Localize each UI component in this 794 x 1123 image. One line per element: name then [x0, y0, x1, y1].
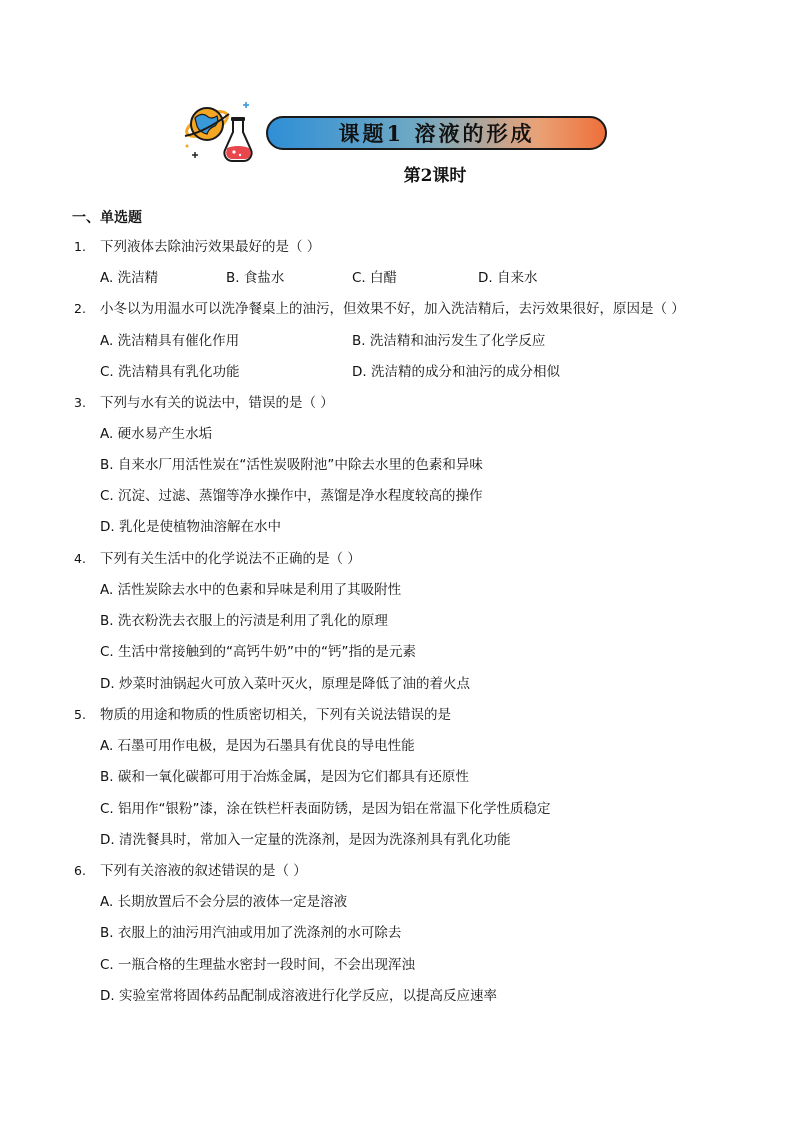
question-stem: 下列与水有关的说法中，错误的是（ ）	[100, 395, 334, 411]
option-d[interactable]: D. 实验室常将固体药品配制成溶液进行化学反应，以提高反应速率	[100, 988, 497, 1004]
page-title: 课题1 溶液的形成	[338, 121, 535, 146]
option-c[interactable]: C. 生活中常接触到的“高钙牛奶”中的“钙”指的是元素	[100, 644, 416, 660]
question-number: 5.	[74, 707, 86, 722]
option-c[interactable]: C. 一瓶合格的生理盐水密封一段时间，不会出现浑浊	[100, 957, 416, 973]
option-b[interactable]: B. 碳和一氧化碳都可用于冶炼金属，是因为它们都具有还原性	[100, 769, 469, 785]
page-subtitle: 第2课时	[403, 166, 467, 186]
question-stem: 下列有关生活中的化学说法不正确的是（ ）	[100, 551, 361, 567]
option-a[interactable]: A. 石墨可用作电极，是因为石墨具有优良的导电性能	[100, 738, 415, 754]
option-c[interactable]: C. 洗洁精具有乳化功能	[100, 364, 240, 380]
question-number: 6.	[74, 863, 86, 878]
question-stem: 下列有关溶液的叙述错误的是（ ）	[100, 863, 307, 879]
option-d[interactable]: D. 自来水	[478, 270, 538, 286]
option-b[interactable]: B. 自来水厂用活性炭在“活性炭吸附池”中除去水里的色素和异味	[100, 457, 483, 473]
option-c[interactable]: C. 沉淀、过滤、蒸馏等净水操作中，蒸馏是净水程度较高的操作	[100, 488, 483, 504]
option-d[interactable]: D. 乳化是使植物油溶解在水中	[100, 519, 281, 535]
question-number: 2.	[74, 301, 86, 316]
option-c[interactable]: C. 白醋	[352, 270, 398, 286]
option-b[interactable]: B. 洗洁精和油污发生了化学反应	[352, 333, 546, 349]
option-a[interactable]: A. 活性炭除去水中的色素和异味是利用了其吸附性	[100, 582, 402, 598]
option-d[interactable]: D. 炒菜时油锅起火可放入菜叶灭火，原理是降低了油的着火点	[100, 676, 470, 692]
title-banner	[266, 116, 607, 150]
question-stem: 物质的用途和物质的性质密切相关，下列有关说法错误的是	[100, 707, 451, 723]
option-b[interactable]: B. 衣服上的油污用汽油或用加了洗涤剂的水可除去	[100, 925, 402, 941]
planet-flask-icon	[183, 96, 255, 168]
option-b[interactable]: B. 食盐水	[226, 270, 285, 286]
option-b[interactable]: B. 洗衣粉洗去衣服上的污渍是利用了乳化的原理	[100, 613, 388, 629]
question-number: 1.	[74, 239, 86, 254]
option-c[interactable]: C. 铝用作“银粉”漆，涂在铁栏杆表面防锈，是因为铝在常温下化学性质稳定	[100, 801, 551, 817]
question-stem: 下列液体去除油污效果最好的是（ ）	[100, 239, 321, 255]
question-number: 4.	[74, 551, 86, 566]
option-a[interactable]: A. 洗洁精	[100, 270, 159, 286]
section-title: 一、单选题	[72, 210, 142, 226]
question-number: 3.	[74, 395, 86, 410]
option-a[interactable]: A. 洗洁精具有催化作用	[100, 333, 240, 349]
question-stem: 小冬以为用温水可以洗净餐桌上的油污，但效果不好，加入洗洁精后，去污效果很好，原因是（ ）	[100, 301, 685, 317]
option-d[interactable]: D. 清洗餐具时，常加入一定量的洗涤剂，是因为洗涤剂具有乳化功能	[100, 832, 511, 848]
option-a[interactable]: A. 硬水易产生水垢	[100, 426, 213, 442]
option-d[interactable]: D. 洗洁精的成分和油污的成分相似	[352, 364, 560, 380]
option-a[interactable]: A. 长期放置后不会分层的液体一定是溶液	[100, 894, 348, 910]
